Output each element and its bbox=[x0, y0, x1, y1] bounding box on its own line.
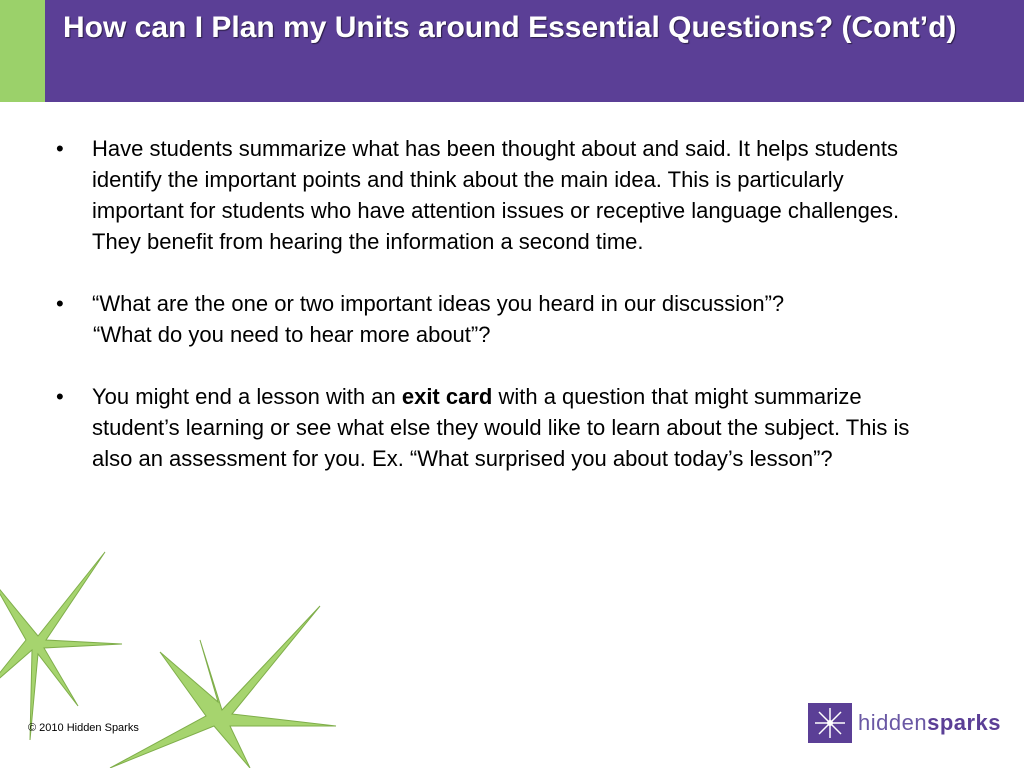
bullet-item-summarize bbox=[56, 133, 936, 257]
bullet-question-two: “What do you need to hear more about”? bbox=[93, 322, 491, 347]
bullet-text bbox=[92, 381, 936, 474]
bullet-glyph: • bbox=[56, 291, 64, 316]
bullet-text-before: You might end a lesson with an bbox=[92, 384, 402, 409]
sparkle-logo-icon bbox=[808, 703, 852, 743]
logo-text bbox=[858, 710, 1001, 736]
bullet-text bbox=[92, 288, 936, 350]
bullet-text: Have students summarize what has been thought about and said. It helps students identify the important points and think about the main idea. This is particularly important for students who have attention issues or receptive language challenges. They benefit from hearing the information a second time. bbox=[92, 136, 900, 254]
copyright-text: © 2010 Hidden Sparks bbox=[28, 722, 139, 734]
logo-text-hidden: hidden bbox=[858, 710, 928, 735]
hidden-sparks-logo bbox=[808, 701, 1008, 745]
bullet-item-questions bbox=[56, 288, 936, 350]
slide-title: How can I Plan my Units around Essential Questions? (Cont’d) bbox=[63, 11, 957, 44]
bullet-text-bold: exit card bbox=[401, 384, 493, 409]
bullet-item-exit-card bbox=[56, 381, 936, 474]
bullet-glyph: • bbox=[56, 384, 64, 409]
bullet-question-one: “What are the one or two important ideas you heard in our discussion”? bbox=[92, 291, 785, 316]
title-bar-accent bbox=[0, 0, 45, 102]
bullet-glyph: • bbox=[56, 136, 64, 161]
logo-text-sparks: sparks bbox=[927, 710, 1002, 735]
title-bar bbox=[0, 0, 1024, 102]
bullet-text-after: with a question that might summarize student’s learning or see what else they would like to learn about the subject. This is also an assessment for you. Ex. “What surprised you about today’s lesson”? bbox=[92, 384, 910, 471]
slide-body bbox=[56, 133, 936, 505]
